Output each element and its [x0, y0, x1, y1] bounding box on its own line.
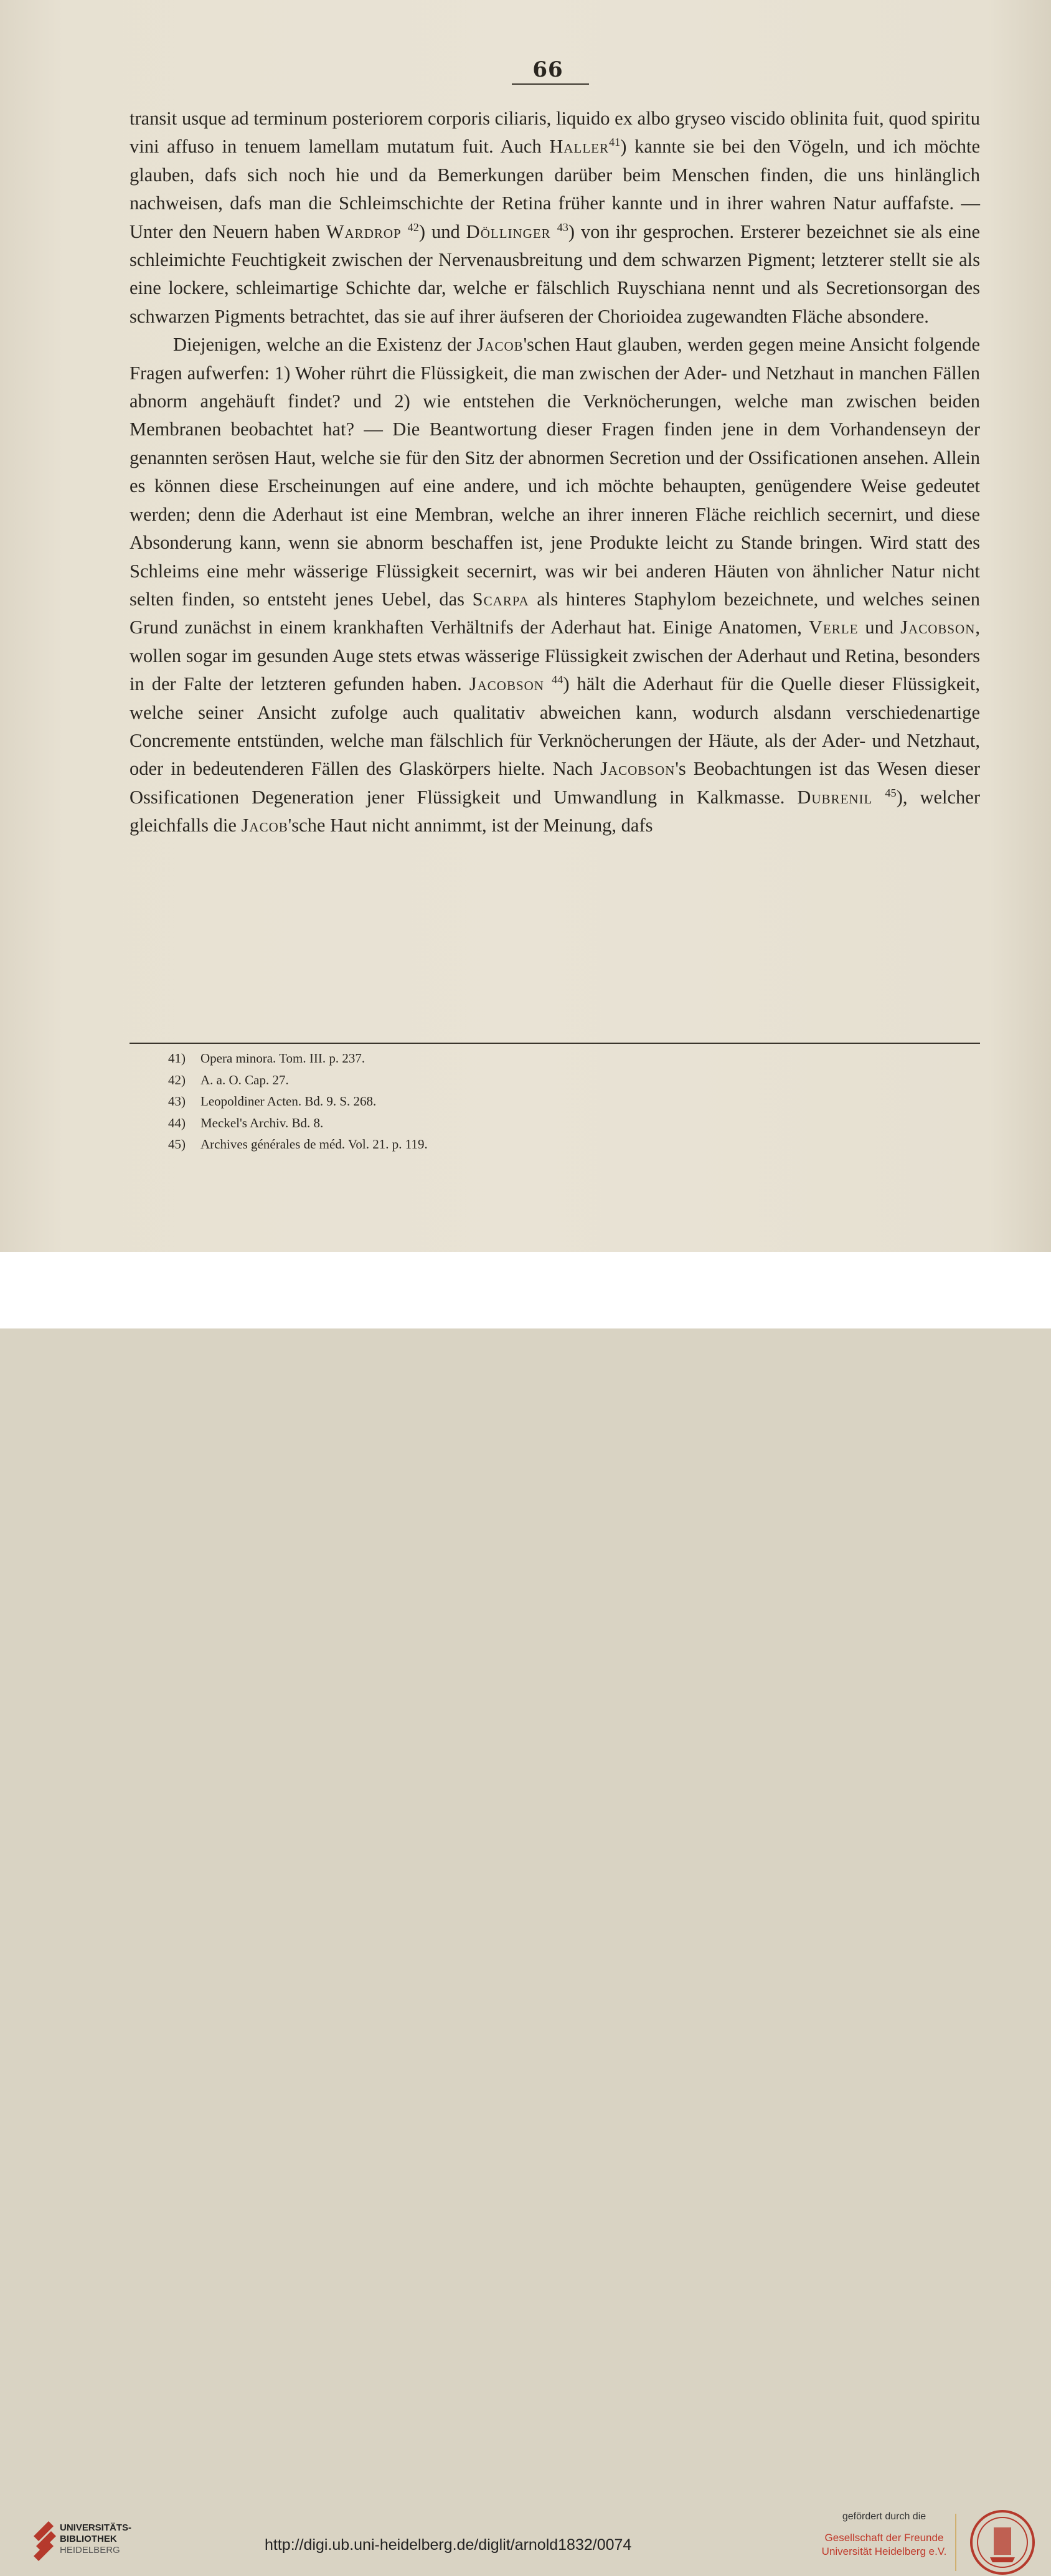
author-name: Jacob	[241, 815, 288, 836]
text-run: ) hält die Aderhaut für die Quelle dieser Flüssigkeit, welche seiner Ansicht zufolge auch qualitativ abweichen kann, wodurch alsdann verschiedenartige Concremente entstünden, welche man fälschlich für Verknöcherungen der Häute, als der Ader- und Netzhaut, oder in bedeutenderen Fällen des Glaskörpers hielte. Nach	[130, 673, 980, 780]
footnote-number: 43)	[168, 1094, 186, 1109]
footnote-text: A. a. O. Cap. 27.	[200, 1072, 289, 1087]
text-run: 'schen Haut glauben, werden gegen meine Ansicht folgende Fragen aufwerfen: 1) Woher rührt die Flüssigkeit, die man zwischen der Ader- und Netzhaut in manchen Fällen abnorm angehäuft findet? und 2) wie entstehen die Verknöcherungen, welche man zwischen beiden Membranen beobachtet hat? — Die Beantwortung dieser Fragen finden jene in dem Vorhandenseyn der genannten serösen Haut, welche sie für den Sitz der abnormen Secretion und der Ossificationen ansehen. Allein es können diese Erscheinungen auf eine andere, und ich möchte behaupten, genügendere Weise gedeutet werden; denn die Aderhaut ist eine Membran, welche an ihrer inneren Fläche reichlich secernirt, und diese Absonderung kann, wenn sie abnorm beschaffen ist, jene Produkte leicht zu Stande bringen. Wird statt des Schleims eine mehr wässerige Flüssigkeit secernirt, was wir bei anderen Häuten von ähnlicher Natur nicht selten finden, so entsteht jenes Uebel, das	[130, 334, 980, 610]
sponsor-by: gefördert durch die	[842, 2511, 926, 2522]
body-text	[130, 105, 980, 840]
author-name: Dubrenil	[797, 786, 873, 808]
author-name: Verle	[808, 617, 859, 638]
footnote-ref: 43	[557, 220, 568, 234]
sponsor-divider	[955, 2514, 956, 2571]
text-run: transit usque ad terminum posteriorem corporis ciliaris, liquido ex albo gryseo viscido oblinita fuit, quod spiritu vini affuso in tenuem lamellam mutatum fuit. Auch	[130, 108, 980, 158]
text-run	[551, 221, 557, 242]
author-name: Döllinger	[466, 220, 551, 242]
text-run	[544, 673, 552, 694]
author-name: Jacobson	[469, 673, 544, 695]
university-seal-icon	[969, 2509, 1036, 2576]
text-run: 's Beobachtungen ist das Wesen dieser Ossificationen Degeneration jener Flüssigkeit und Umwandlung in Kalkmasse.	[130, 758, 980, 808]
footnote-number: 45)	[168, 1137, 186, 1152]
text-run: Diejenigen, welche an die Existenz der	[173, 334, 477, 356]
text-run: ) von ihr gesprochen. Ersterer bezeichnet sie als eine schleimichte Feuchtigkeit zwischen der Nervenausbreitung und dem schwarzen Pigment; letzterer stellt sie als eine lockere, schleimartige Schichte dar, welche er fälschlich Ruyschiana nennt und als Secretionsorgan des schwarzen Pigments betrachtet, das sie auf ihrer äufseren der Chorioidea zugewandten Fläche absondere.	[130, 220, 980, 327]
text-run: , wollen sogar im gesunden Auge stets etwas wässerige Flüssigkeit zwischen der Aderhaut und Retina, besonders in der Falte der letzteren gefunden haben.	[130, 617, 981, 695]
paragraph-2	[130, 331, 980, 840]
footnote-number: 42)	[168, 1072, 186, 1087]
footnote	[168, 1048, 791, 1069]
text-run: und	[858, 617, 901, 638]
page-number-rule	[512, 83, 589, 85]
text-run	[402, 221, 408, 242]
footnote-text: Opera minora. Tom. III. p. 237.	[200, 1051, 365, 1066]
footnotes	[168, 1048, 791, 1155]
sponsor-block	[809, 2511, 959, 2559]
footnote-text: Meckel's Archiv. Bd. 8.	[200, 1115, 324, 1130]
footnote	[168, 1112, 791, 1134]
viewer-footer	[0, 1252, 1051, 2557]
text-run: ) und	[418, 220, 466, 242]
text-run	[872, 787, 885, 808]
footnote-ref: 41	[609, 136, 621, 149]
paragraph-1	[130, 105, 980, 331]
sponsor-name-line-1: Gesellschaft der Freunde	[824, 2532, 944, 2544]
footnote-text: Leopoldiner Acten. Bd. 9. S. 268.	[200, 1094, 377, 1109]
footnote	[168, 1091, 791, 1112]
permalink[interactable]: http://digi.ub.uni-heidelberg.de/diglit/arnold1832/0074	[265, 2536, 632, 2554]
text-run: ) kannte sie bei den Vögeln, und ich möchte glauben, dafs sich noch hie und da Bemerkungen darüber beim Menschen finden, die uns hinlänglich nachweisen, dafs man die Schleimschichte der Retina früher kannte und in ihrer wahren Natur auffafste. — Unter den Neuern haben	[130, 136, 981, 242]
footnote-ref: 45	[885, 786, 897, 799]
page-number: 66	[532, 57, 563, 82]
text-run: 'sche Haut nicht annimmt, ist der Meinung, dafs	[288, 815, 653, 836]
library-logo-icon	[30, 2512, 60, 2569]
library-name-line-1: UNIVERSITÄTS-	[60, 2522, 132, 2533]
footnote	[168, 1134, 791, 1155]
text-run: ), welcher gleichfalls die	[130, 786, 980, 836]
library-name	[60, 2522, 166, 2556]
author-name: Haller	[549, 136, 610, 158]
author-name: Scarpa	[472, 588, 529, 610]
scanned-page	[0, 0, 1051, 1252]
footnote	[168, 1069, 791, 1091]
footnote-number: 41)	[168, 1051, 186, 1066]
author-name: Jacobson	[600, 758, 676, 780]
footnote-ref: 44	[552, 673, 563, 686]
author-name: Jacobson	[900, 617, 976, 638]
library-name-line-3: HEIDELBERG	[60, 2545, 120, 2555]
author-name: Wardrop	[326, 220, 402, 242]
sponsor-name-line-2: Universität Heidelberg e.V.	[821, 2545, 947, 2557]
library-name-line-2: BIBLIOTHEK	[60, 2534, 117, 2544]
author-name: Jacob	[476, 334, 524, 356]
footnote-text: Archives générales de méd. Vol. 21. p. 119.	[200, 1137, 428, 1152]
footnote-number: 44)	[168, 1115, 186, 1130]
footnote-ref: 42	[407, 220, 419, 234]
text-run: als hinteres Staphylom bezeichnete, und welches seinen Grund zunächst in einem krankhaften Verhältnifs der Aderhaut hat. Einige Anatomen,	[130, 588, 980, 638]
footnote-rule	[130, 1043, 980, 1044]
